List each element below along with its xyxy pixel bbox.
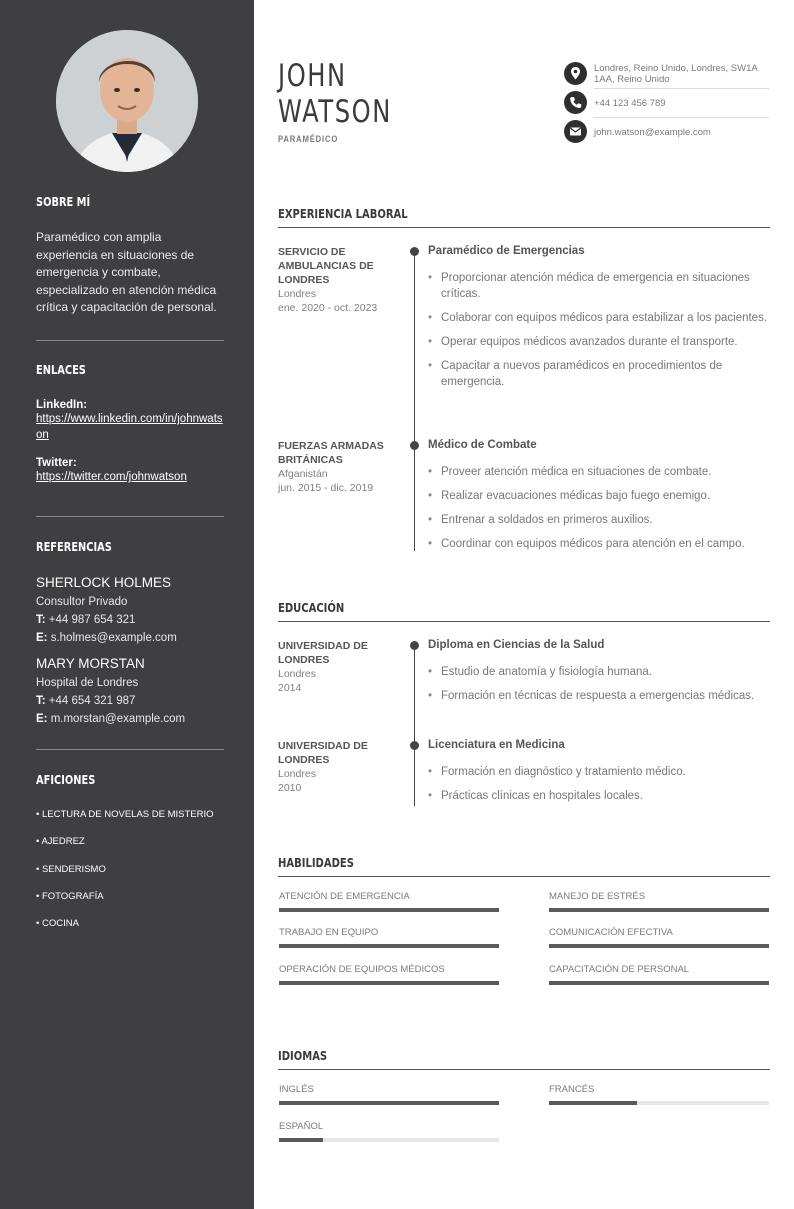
- references-section: [36, 540, 224, 728]
- links-title: ENLACES: [36, 363, 86, 377]
- last-name: WATSON: [278, 94, 392, 130]
- link-item: [36, 399, 224, 443]
- skill-bar: [279, 908, 499, 912]
- list-item: • Formación en diagnóstico y tratamiento médico.: [428, 764, 768, 780]
- experience-org: [278, 245, 390, 315]
- skill-bar: [279, 981, 499, 985]
- reference-phone: [36, 692, 224, 710]
- list-item: • Entrenar a soldados en primeros auxilios.: [428, 512, 768, 528]
- position-title: Paramédico de Emergencias: [428, 245, 585, 257]
- contact-block: [564, 62, 769, 152]
- contact-address: Londres, Reino Unido, Londres, SW1A 1AA, Reino Unido: [594, 63, 758, 85]
- hobby-item: • LECTURA DE NOVELAS DE MISTERIO: [36, 809, 214, 820]
- skill-fill: [549, 944, 769, 948]
- org-location: Londres: [278, 768, 316, 780]
- reference-name: SHERLOCK HOLMES: [36, 575, 172, 590]
- avatar: [56, 30, 198, 172]
- language-label: FRANCÉS: [549, 1084, 595, 1095]
- location-icon: [564, 62, 587, 85]
- skill-bar: [279, 944, 499, 948]
- reference-org: Consultor Privado: [36, 596, 128, 608]
- education-title: EDUCACIÓN: [278, 600, 345, 615]
- reference-email: [36, 710, 224, 728]
- reference-name: MARY MORSTAN: [36, 656, 145, 671]
- phone-icon: [564, 91, 587, 114]
- skill-item: [279, 927, 499, 938]
- timeline-dot: [410, 247, 419, 256]
- skill-fill: [279, 944, 499, 948]
- org-name: FUERZAS ARMADAS BRITÁNICAS: [278, 440, 384, 466]
- phone-value: +44 987 654 321: [48, 614, 136, 626]
- list-item: • Estudio de anatomía y fisiología humana.: [428, 664, 768, 680]
- language-bar: [549, 1101, 769, 1105]
- reference-email: [36, 629, 224, 647]
- hobby-item: • AJEDREZ: [36, 836, 85, 847]
- divider: [36, 340, 224, 341]
- contact-phone: +44 123 456 789: [594, 98, 666, 109]
- language-fill: [279, 1138, 323, 1142]
- email-label: E:: [36, 713, 48, 725]
- about-title: SOBRE MÍ: [36, 195, 91, 209]
- email-value: s.holmes@example.com: [50, 632, 177, 644]
- first-name: JOHN: [278, 58, 347, 94]
- skill-label: CAPACITACIÓN DE PERSONAL: [549, 964, 690, 975]
- org-location: Afganistán: [278, 468, 328, 480]
- language-item: [549, 1084, 769, 1095]
- language-item: [279, 1084, 499, 1095]
- study-list: [428, 664, 768, 712]
- phone-label: T:: [36, 695, 46, 707]
- skill-item: [279, 891, 499, 902]
- contact-email: john.watson@example.com: [594, 127, 711, 138]
- hobbies-section: [36, 773, 224, 943]
- education-org: [278, 739, 390, 795]
- twitter-link[interactable]: https://twitter.com/johnwatson: [36, 471, 187, 483]
- org-dates: 2010: [278, 782, 302, 794]
- profile-photo: [56, 30, 198, 172]
- timeline-dot: [410, 741, 419, 750]
- section-rule: [278, 227, 770, 228]
- language-item: [279, 1121, 499, 1132]
- skill-item: [549, 964, 769, 975]
- org-location: Londres: [278, 288, 316, 300]
- language-label: INGLÉS: [279, 1084, 314, 1095]
- phone-value: +44 654 321 987: [48, 695, 136, 707]
- org-location: Londres: [278, 668, 316, 680]
- section-rule: [278, 621, 770, 622]
- about-text: Paramédico con amplia experiencia en situaciones de emergencia y combate, especializado en atención médica crítica y capacitación de personal.: [36, 230, 217, 314]
- hobby-item: • SENDERISMO: [36, 864, 106, 875]
- divider: [36, 516, 224, 517]
- language-label: ESPAÑOL: [279, 1121, 324, 1132]
- sidebar: [0, 0, 254, 1209]
- skill-fill: [549, 981, 769, 985]
- references-title: REFERENCIAS: [36, 540, 112, 554]
- skill-bar: [549, 944, 769, 948]
- degree-title: Licenciatura en Medicina: [428, 739, 565, 751]
- timeline-line: [414, 251, 415, 551]
- skill-label: ATENCIÓN DE EMERGENCIA: [279, 891, 410, 902]
- list-item: • Coordinar con equipos médicos para atención en el campo.: [428, 536, 768, 552]
- email-label: E:: [36, 632, 48, 644]
- language-bar: [279, 1101, 499, 1105]
- links-section: [36, 363, 224, 485]
- reference-org: Hospital de Londres: [36, 677, 139, 689]
- hobby-item: • FOTOGRAFÍA: [36, 891, 104, 902]
- duties-list: [428, 464, 768, 560]
- list-item: • Realizar evacuaciones médicas bajo fuego enemigo.: [428, 488, 768, 504]
- linkedin-link[interactable]: https://www.linkedin.com/in/johnwatson: [36, 413, 223, 441]
- link-label: LinkedIn:: [36, 399, 88, 411]
- experience-org: [278, 439, 390, 495]
- skill-bar: [549, 981, 769, 985]
- language-fill: [279, 1101, 499, 1105]
- duties-list: [428, 270, 768, 398]
- timeline-dot: [410, 441, 419, 450]
- skill-item: [279, 964, 499, 975]
- job-role: PARAMÉDICO: [278, 134, 339, 144]
- position-title: Médico de Combate: [428, 439, 537, 451]
- list-item: • Operar equipos médicos avanzados durante el transporte.: [428, 334, 768, 350]
- skill-item: [549, 891, 769, 902]
- phone-label: T:: [36, 614, 46, 626]
- link-label: Twitter:: [36, 457, 77, 469]
- org-dates: 2014: [278, 682, 302, 694]
- list-item: • Colaborar con equipos médicos para estabilizar a los pacientes.: [428, 310, 768, 326]
- reference-item: [36, 575, 224, 647]
- degree-title: Diploma en Ciencias de la Salud: [428, 639, 605, 651]
- divider: [36, 749, 224, 750]
- list-item: • Formación en técnicas de respuesta a emergencias médicas.: [428, 688, 768, 704]
- study-list: [428, 764, 768, 812]
- list-item: • Proveer atención médica en situaciones de combate.: [428, 464, 768, 480]
- language-fill: [549, 1101, 637, 1105]
- skill-label: OPERACIÓN DE EQUIPOS MÉDICOS: [279, 964, 445, 975]
- org-name: UNIVERSIDAD DE LONDRES: [278, 640, 368, 666]
- org-name: SERVICIO DE AMBULANCIAS DE LONDRES: [278, 246, 374, 286]
- link-item: [36, 457, 224, 485]
- skills-title: HABILIDADES: [278, 855, 354, 870]
- skill-item: [549, 927, 769, 938]
- skill-label: COMUNICACIÓN EFECTIVA: [549, 927, 673, 938]
- list-item: • Prácticas clínicas en hospitales locales.: [428, 788, 768, 804]
- skill-label: TRABAJO EN EQUIPO: [279, 927, 379, 938]
- education-org: [278, 639, 390, 695]
- skill-fill: [279, 908, 499, 912]
- full-name: [278, 58, 392, 130]
- divider: [594, 88, 769, 89]
- org-dates: jun. 2015 - dic. 2019: [278, 482, 374, 494]
- hobby-item: • COCINA: [36, 918, 79, 929]
- timeline-dot: [410, 641, 419, 650]
- about-section: [36, 195, 224, 317]
- divider: [594, 117, 769, 118]
- skill-fill: [549, 908, 769, 912]
- email-value: m.morstan@example.com: [50, 713, 186, 725]
- list-item: • Capacitar a nuevos paramédicos en procedimientos de emergencia.: [428, 358, 768, 390]
- experience-title: EXPERIENCIA LABORAL: [278, 206, 408, 221]
- language-bar: [279, 1138, 499, 1142]
- languages-title: IDIOMAS: [278, 1048, 328, 1063]
- email-icon: [564, 120, 587, 143]
- reference-item: [36, 656, 224, 728]
- reference-phone: [36, 611, 224, 629]
- org-dates: ene. 2020 - oct. 2023: [278, 302, 378, 314]
- section-rule: [278, 876, 770, 877]
- hobbies-title: AFICIONES: [36, 773, 96, 787]
- org-name: UNIVERSIDAD DE LONDRES: [278, 740, 368, 766]
- list-item: • Proporcionar atención médica de emergencia en situaciones críticas.: [428, 270, 768, 302]
- timeline-line: [414, 645, 415, 806]
- skill-fill: [279, 981, 499, 985]
- section-rule: [278, 1069, 770, 1070]
- skill-label: MANEJO DE ESTRÉS: [549, 891, 646, 902]
- skill-bar: [549, 908, 769, 912]
